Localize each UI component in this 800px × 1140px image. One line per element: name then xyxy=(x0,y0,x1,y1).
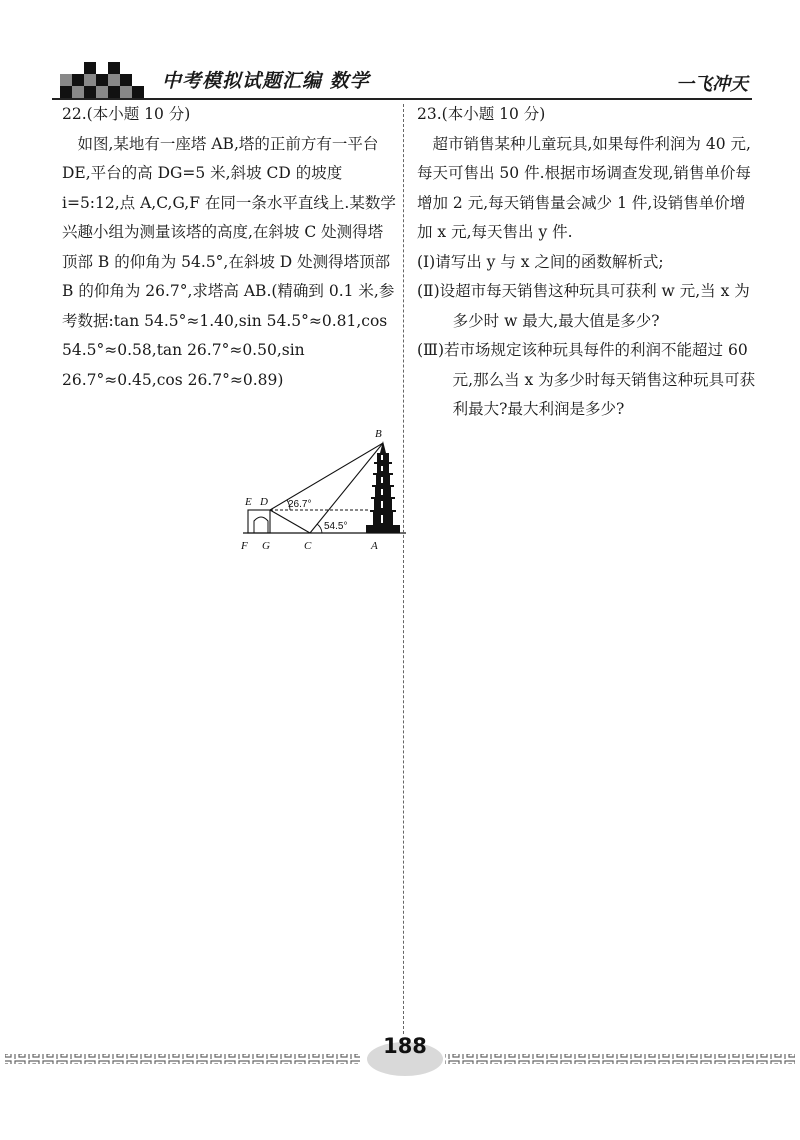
platform xyxy=(248,510,270,533)
column-divider xyxy=(403,104,404,1034)
page-header xyxy=(52,60,752,100)
question-23-heading: 23.(本小题 10 分) xyxy=(417,105,546,123)
question-23-part-3: (Ⅲ)若市场规定该种玩具每件的利润不能超过 60 元,那么当 x 为多少时每天销售这种玩具可获利最大?最大利润是多少? xyxy=(417,341,756,418)
question-23 xyxy=(417,100,757,425)
page-number: 188 xyxy=(383,1034,427,1058)
label-e: E xyxy=(245,496,252,508)
label-f: F xyxy=(241,540,248,552)
question-22-heading: 22.(本小题 10 分) xyxy=(62,105,191,123)
tower-figure xyxy=(238,425,413,560)
angle-label-d: 26.7° xyxy=(288,499,312,510)
question-22-body: 如图,某地有一座塔 AB,塔的正前方有一平台 DE,平台的高 DG=5 米,斜坡 CD 的坡度 i=5:12,点 A,C,G,F 在同一条水平直线上.某数学兴趣小组为测量该塔的高度,在斜坡 C 处测得塔顶部 B 的仰角为 54.5°,在斜坡 D 处测得塔顶部 B 的仰角为 26.7°,求塔高 AB.(精确到 0.1 米,参考数据:tan 54.5°≈1.40,sin 54.5°≈0.81,cos 54.5°≈0.58,tan 26.7°≈0.50,sin 26.7°≈0.45,cos 26.7°≈0.89) xyxy=(62,134,396,389)
angle-label-c: 54.5° xyxy=(324,521,348,532)
slope-cd xyxy=(270,510,310,533)
question-23-body: 超市销售某种儿童玩具,如果每件利润为 40 元,每天可售出 50 件.根据市场调查发现,销售单价每增加 2 元,每天销售量会减少 1 件,设销售单价增加 x 元,每天售出 y 件. xyxy=(417,134,751,241)
header-title: 中考模拟试题汇编 数学 xyxy=(162,70,370,92)
header-brand: 一飞冲天 xyxy=(676,74,748,95)
question-22 xyxy=(62,100,397,395)
label-d: D xyxy=(260,496,268,508)
label-c: C xyxy=(304,540,312,552)
label-b: B xyxy=(375,428,382,440)
question-23-part-2: (Ⅱ)设超市每天销售这种玩具可获利 w 元,当 x 为多少时 w 最大,最大值是多少? xyxy=(417,282,750,330)
question-23-part-1: (Ⅰ)请写出 y 与 x 之间的函数解析式; xyxy=(417,252,664,271)
sight-line-c xyxy=(310,443,383,533)
label-a: A xyxy=(371,540,378,552)
label-g: G xyxy=(262,540,270,552)
sight-line-d xyxy=(270,443,383,510)
checker-logo xyxy=(60,62,148,98)
